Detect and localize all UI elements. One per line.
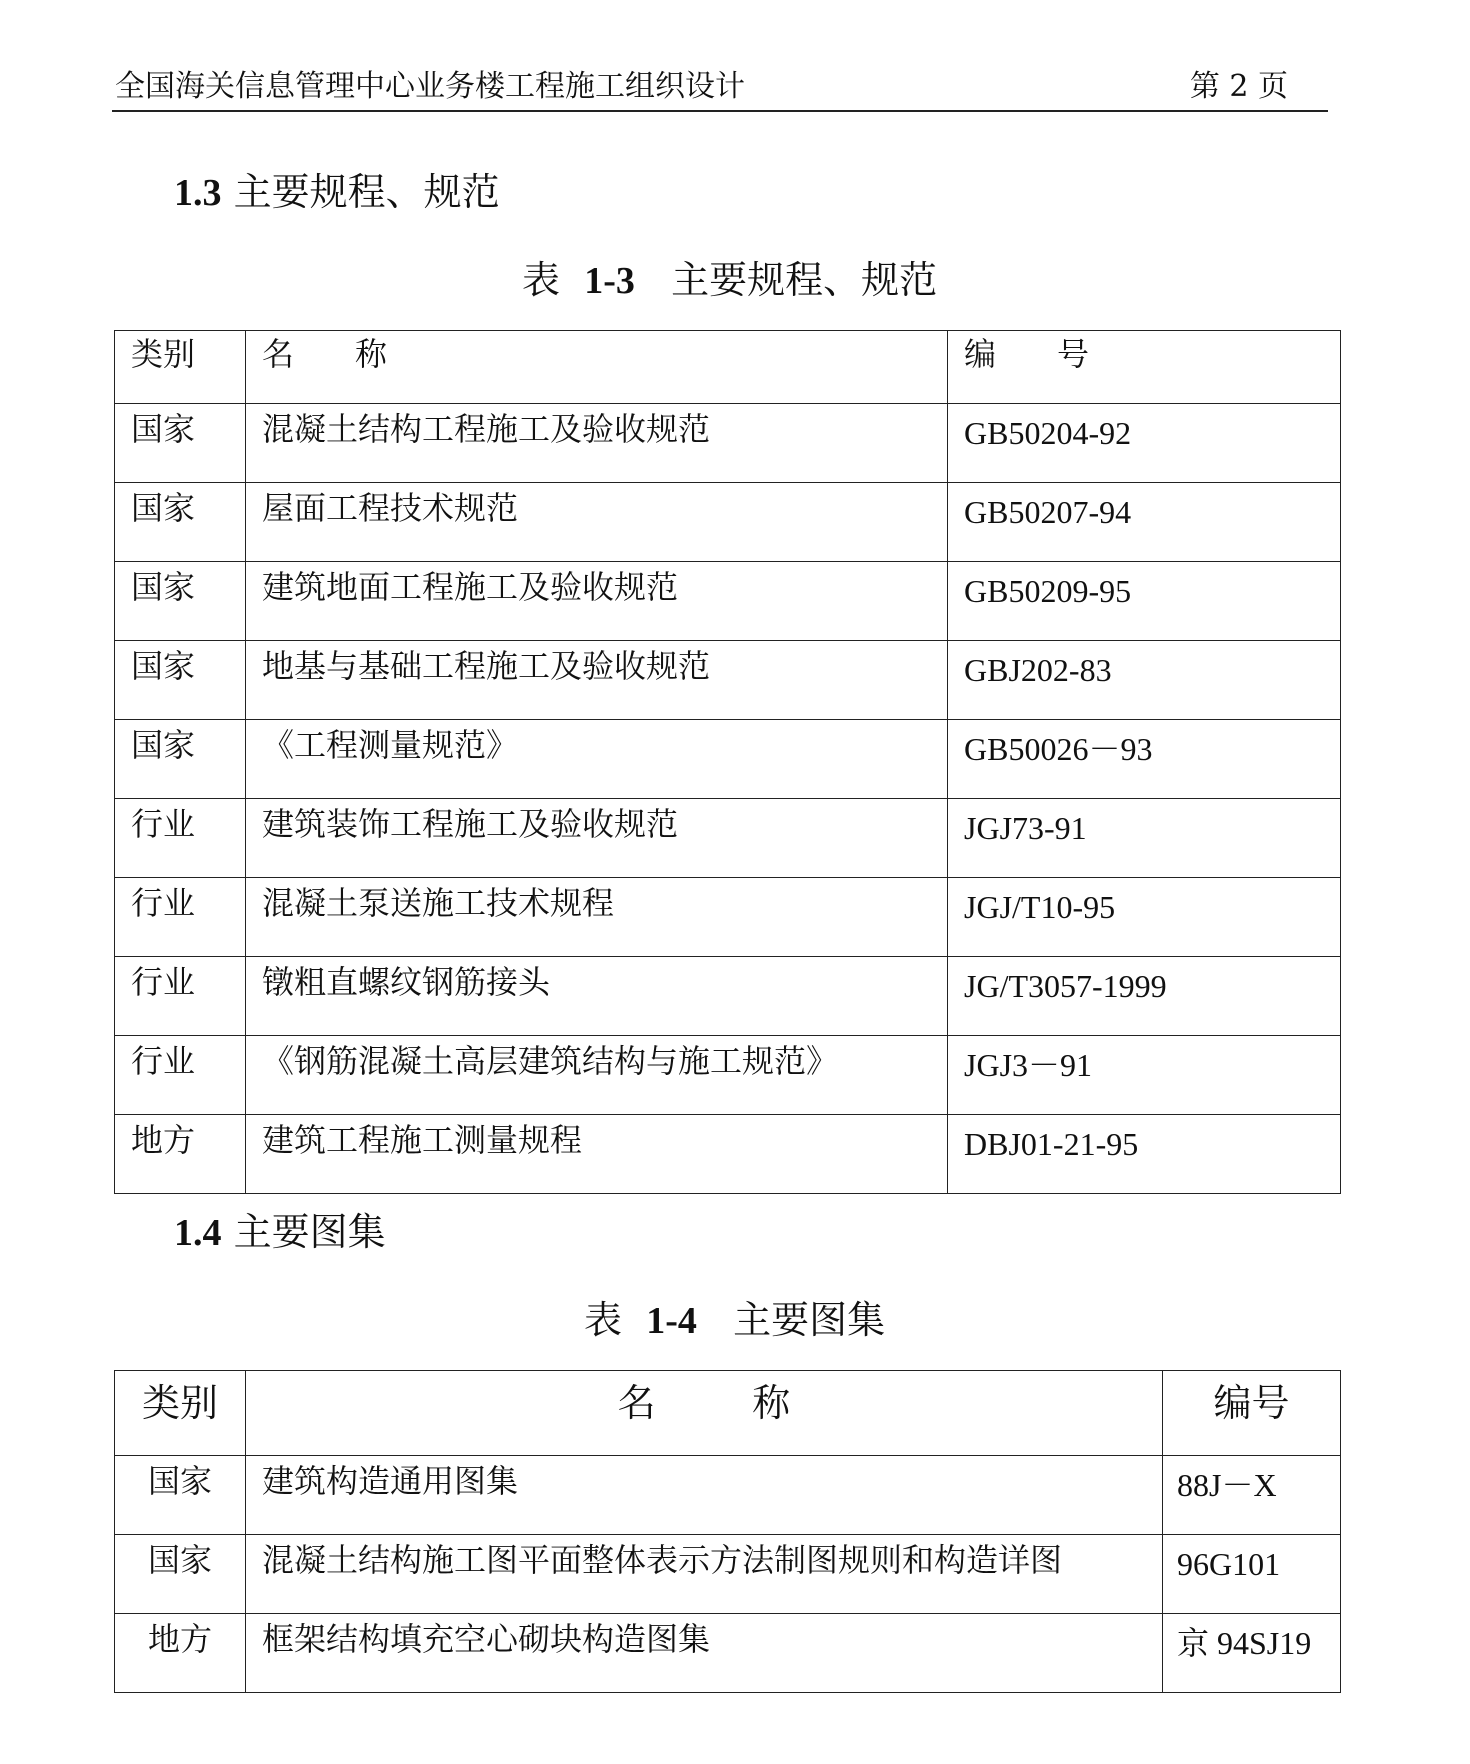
table-row — [115, 957, 1341, 1036]
row-name: 建筑地面工程施工及验收规范 — [246, 562, 948, 641]
page-number: 第 2 页 — [1189, 69, 1288, 104]
table-caption-1-3 — [522, 258, 937, 303]
row-category: 国家 — [115, 1535, 246, 1614]
header-category: 类别 — [115, 331, 246, 404]
row-code: JG/T3057-1999 — [948, 957, 1341, 1036]
table-row — [115, 1535, 1341, 1614]
row-category: 地方 — [115, 1614, 246, 1693]
section-title: 主要图集 — [233, 1210, 386, 1254]
section-heading-1-4 — [174, 1210, 386, 1255]
row-name: 《钢筋混凝土高层建筑结构与施工规范》 — [246, 1036, 948, 1115]
row-code: GB50207-94 — [948, 483, 1341, 562]
header-category: 类别 — [115, 1371, 246, 1456]
table-row — [115, 404, 1341, 483]
row-code: GBJ202-83 — [948, 641, 1341, 720]
row-category: 国家 — [115, 483, 246, 562]
row-code: GB50204-92 — [948, 404, 1341, 483]
row-name: 建筑工程施工测量规程 — [246, 1115, 948, 1194]
row-name: 屋面工程技术规范 — [246, 483, 948, 562]
table-row — [115, 1456, 1341, 1535]
header-code: 编 号 — [948, 331, 1341, 404]
row-category: 行业 — [115, 957, 246, 1036]
row-category: 行业 — [115, 799, 246, 878]
header-code: 编号 — [1163, 1371, 1341, 1456]
section-number: 1.4 — [174, 1212, 222, 1254]
table-caption-1-4 — [584, 1298, 885, 1343]
row-name: 《工程测量规范》 — [246, 720, 948, 799]
header-name: 名 称 — [246, 1371, 1163, 1456]
row-name: 建筑装饰工程施工及验收规范 — [246, 799, 948, 878]
row-category: 地方 — [115, 1115, 246, 1194]
table-row — [115, 878, 1341, 957]
row-code: GB50209-95 — [948, 562, 1341, 641]
caption-number: 1-3 — [584, 260, 635, 302]
section-title: 主要规程、规范 — [233, 170, 500, 214]
section-number: 1.3 — [174, 172, 222, 214]
row-category: 行业 — [115, 878, 246, 957]
row-name: 镦粗直螺纹钢筋接头 — [246, 957, 948, 1036]
caption-number: 1-4 — [646, 1300, 697, 1342]
row-code: 京 94SJ19 — [1163, 1614, 1341, 1693]
document-title: 全国海关信息管理中心业务楼工程施工组织设计 — [115, 69, 745, 104]
caption-prefix: 表 — [584, 1298, 623, 1342]
page-header — [112, 66, 1328, 112]
table-header-row — [115, 331, 1341, 404]
table-row — [115, 483, 1341, 562]
table-header-row — [115, 1371, 1341, 1456]
row-code: 96G101 — [1163, 1535, 1341, 1614]
caption-title: 主要规程、规范 — [671, 258, 938, 302]
row-code: DBJ01-21-95 — [948, 1115, 1341, 1194]
row-name: 框架结构填充空心砌块构造图集 — [246, 1614, 1163, 1693]
table-row — [115, 1115, 1341, 1194]
row-code: 88J－X — [1163, 1456, 1341, 1535]
atlas-table — [114, 1370, 1341, 1693]
table-row — [115, 720, 1341, 799]
caption-title: 主要图集 — [733, 1298, 886, 1342]
standards-table — [114, 330, 1341, 1194]
row-name: 地基与基础工程施工及验收规范 — [246, 641, 948, 720]
row-category: 国家 — [115, 720, 246, 799]
row-category: 国家 — [115, 641, 246, 720]
header-name: 名 称 — [246, 331, 948, 404]
row-code: JGJ3－91 — [948, 1036, 1341, 1115]
row-category: 国家 — [115, 1456, 246, 1535]
table-row — [115, 1036, 1341, 1115]
table-row — [115, 562, 1341, 641]
row-name: 建筑构造通用图集 — [246, 1456, 1163, 1535]
row-name: 混凝土结构施工图平面整体表示方法制图规则和构造详图 — [246, 1535, 1163, 1614]
section-heading-1-3 — [174, 170, 500, 215]
row-category: 行业 — [115, 1036, 246, 1115]
row-code: JGJ73-91 — [948, 799, 1341, 878]
row-category: 国家 — [115, 404, 246, 483]
row-category: 国家 — [115, 562, 246, 641]
row-name: 混凝土泵送施工技术规程 — [246, 878, 948, 957]
table-row — [115, 799, 1341, 878]
caption-prefix: 表 — [522, 258, 561, 302]
row-code: GB50026－93 — [948, 720, 1341, 799]
table-row — [115, 1614, 1341, 1693]
row-code: JGJ/T10-95 — [948, 878, 1341, 957]
table-row — [115, 641, 1341, 720]
row-name: 混凝土结构工程施工及验收规范 — [246, 404, 948, 483]
